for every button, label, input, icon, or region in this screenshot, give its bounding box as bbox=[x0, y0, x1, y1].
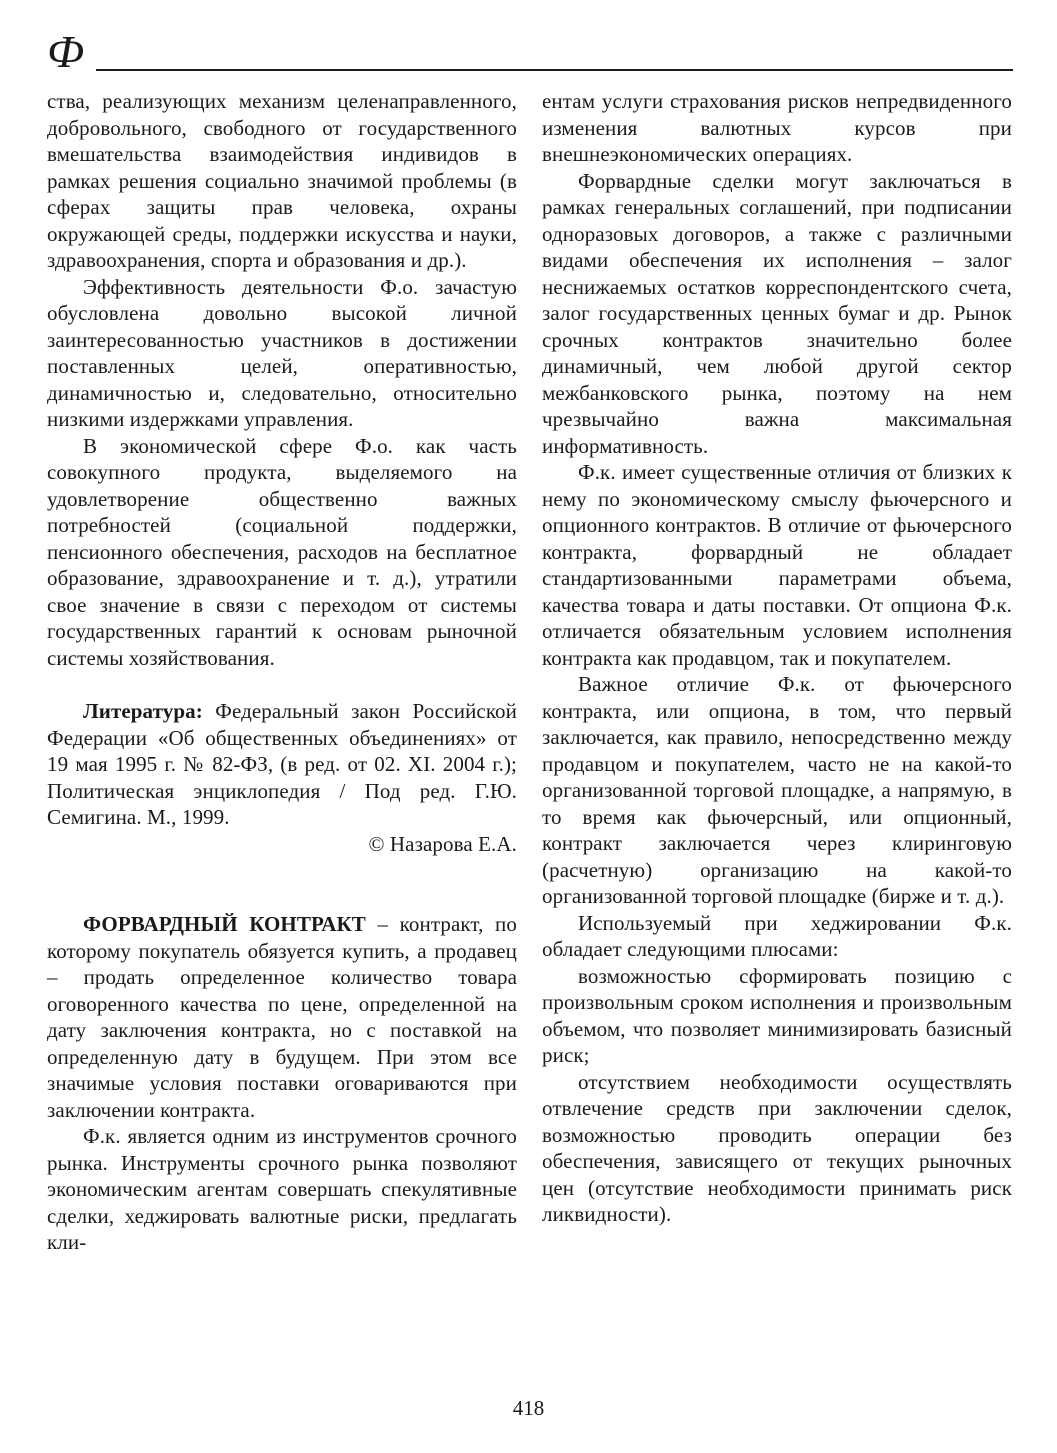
entry-text: – контракт, по которому покупатель обязуется купить, а продавец – продать определенное количество товара оговоренного качества по цене, определенной на дату заключения контракта, но с поставкой на определенную дату в будущем. При этом все значимые условия поставки оговариваются при заключении контракта. bbox=[47, 912, 517, 1122]
paragraph: Важное отличие Ф.к. от фьючерсного контракта, или опциона, в том, что первый заключается, как правило, непосредственно между продавцом и покупателем, часто не на какой-то организованной торговой площадке, а напрямую, в то время как фьючерсный, или опционный, контракт заключается через клиринговую (расчетную) организацию на какой-то организованной торговой площадке (бирже и т. д.). bbox=[542, 672, 1012, 908]
entry-headword: ФОРВАРДНЫЙ КОНТРАКТ bbox=[83, 912, 366, 936]
entry-paragraph bbox=[47, 911, 517, 1123]
text-columns bbox=[47, 88, 1013, 1256]
paragraph: Ф.к. является одним из инструментов срочного рынка. Инструменты срочного рынка позволяют экономическим агентам совершать спекулятивные сделки, хеджировать валютные риски, предлагать кли- bbox=[47, 1124, 517, 1254]
literature-paragraph bbox=[47, 698, 517, 831]
paragraph: отсутствием необходимости осуществлять отвлечение средств при заключении сделок, возможностью проводить операции без обеспечения, зависящего от текущих рыночных цен (отсутствие необходимости принимать риск ликвидности). bbox=[542, 1069, 1012, 1226]
left-column bbox=[47, 88, 517, 1256]
right-column bbox=[542, 88, 1012, 1256]
paragraph: Ф.к. имеет существенные отличия от близких к нему по экономическому смыслу фьючерсного и опционного контрактов. В отличие от фьючерсного контракта, форвардный не обладает стандартизованными параметрами объема, качества товара и даты поставки. От опциона Ф.к. отличается обязательным условием исполнения контракта как продавцом, так и покупателем. bbox=[542, 460, 1012, 670]
literature-label: Литература: bbox=[83, 699, 203, 723]
paragraph: Форвардные сделки могут заключаться в рамках генеральных соглашений, при подписании одноразовых договоров, а также с различными видами обеспечения их исполнения – залог неснижаемых остатков корреспондентского счета, залог государственных ценных бумаг и др. Рынок срочных контрактов значительно более динамичный, чем любой другой сектор межбанковского рынка, поэтому на нем чрезвычайно важна максимальная информативность. bbox=[542, 168, 1012, 458]
paragraph: В экономической сфере Ф.о. как часть совокупного продукта, выделяемого на удовлетворение общественно важных потребностей (социальной поддержки, пенсионного обеспечения, расходов на бесплатное образование, здравоохранение и т. д.), утратили свое значение в связи с переходом от системы государственных гарантий к основам рыночной системы хозяйствования. bbox=[47, 433, 517, 670]
paragraph: Эффективность деятельности Ф.о. зачастую обусловлена довольно высокой личной заинтересованностью участников в достижении поставленных целей, оперативностью, динамичностью и, следовательно, относительно низкими издержками управления. bbox=[47, 274, 517, 431]
literature-text: Федеральный закон Российской Федерации «Об общественных объединениях» от 19 мая 1995 г. № 82-ФЗ, (в ред. от 02. XI. 2004 г.); Политическая энциклопедия / Под ред. Г.Ю. Семигина. М., 1999. bbox=[47, 699, 517, 829]
page-number: 418 bbox=[512, 1396, 545, 1420]
page-header bbox=[47, 26, 1013, 78]
continuation-paragraph: ства, реализующих механизм целенаправленного, добровольного, свободного от государственного вмешательства взаимодействия индивидов в рамках решения социально значимой проблемы (в сферах защиты прав человека, охраны окружающей среды, поддержки искусства и науки, здравоохранения, спорта и образования и др.). bbox=[47, 89, 517, 272]
paragraph: Используемый при хеджировании Ф.к. обладает следующими плюсами: bbox=[542, 910, 1012, 961]
section-letter: Ф bbox=[47, 26, 84, 78]
copyright-line: © Назарова Е.А. bbox=[368, 831, 517, 856]
header-rule bbox=[96, 69, 1013, 71]
paragraph: возможностью сформировать позицию с произвольным сроком исполнения и произвольным объемом, что позволяет минимизировать базисный риск; bbox=[542, 963, 1012, 1067]
continuation-paragraph: ентам услуги страхования рисков непредвиденного изменения валютных курсов при внешнеэкономических операциях. bbox=[542, 89, 1012, 166]
